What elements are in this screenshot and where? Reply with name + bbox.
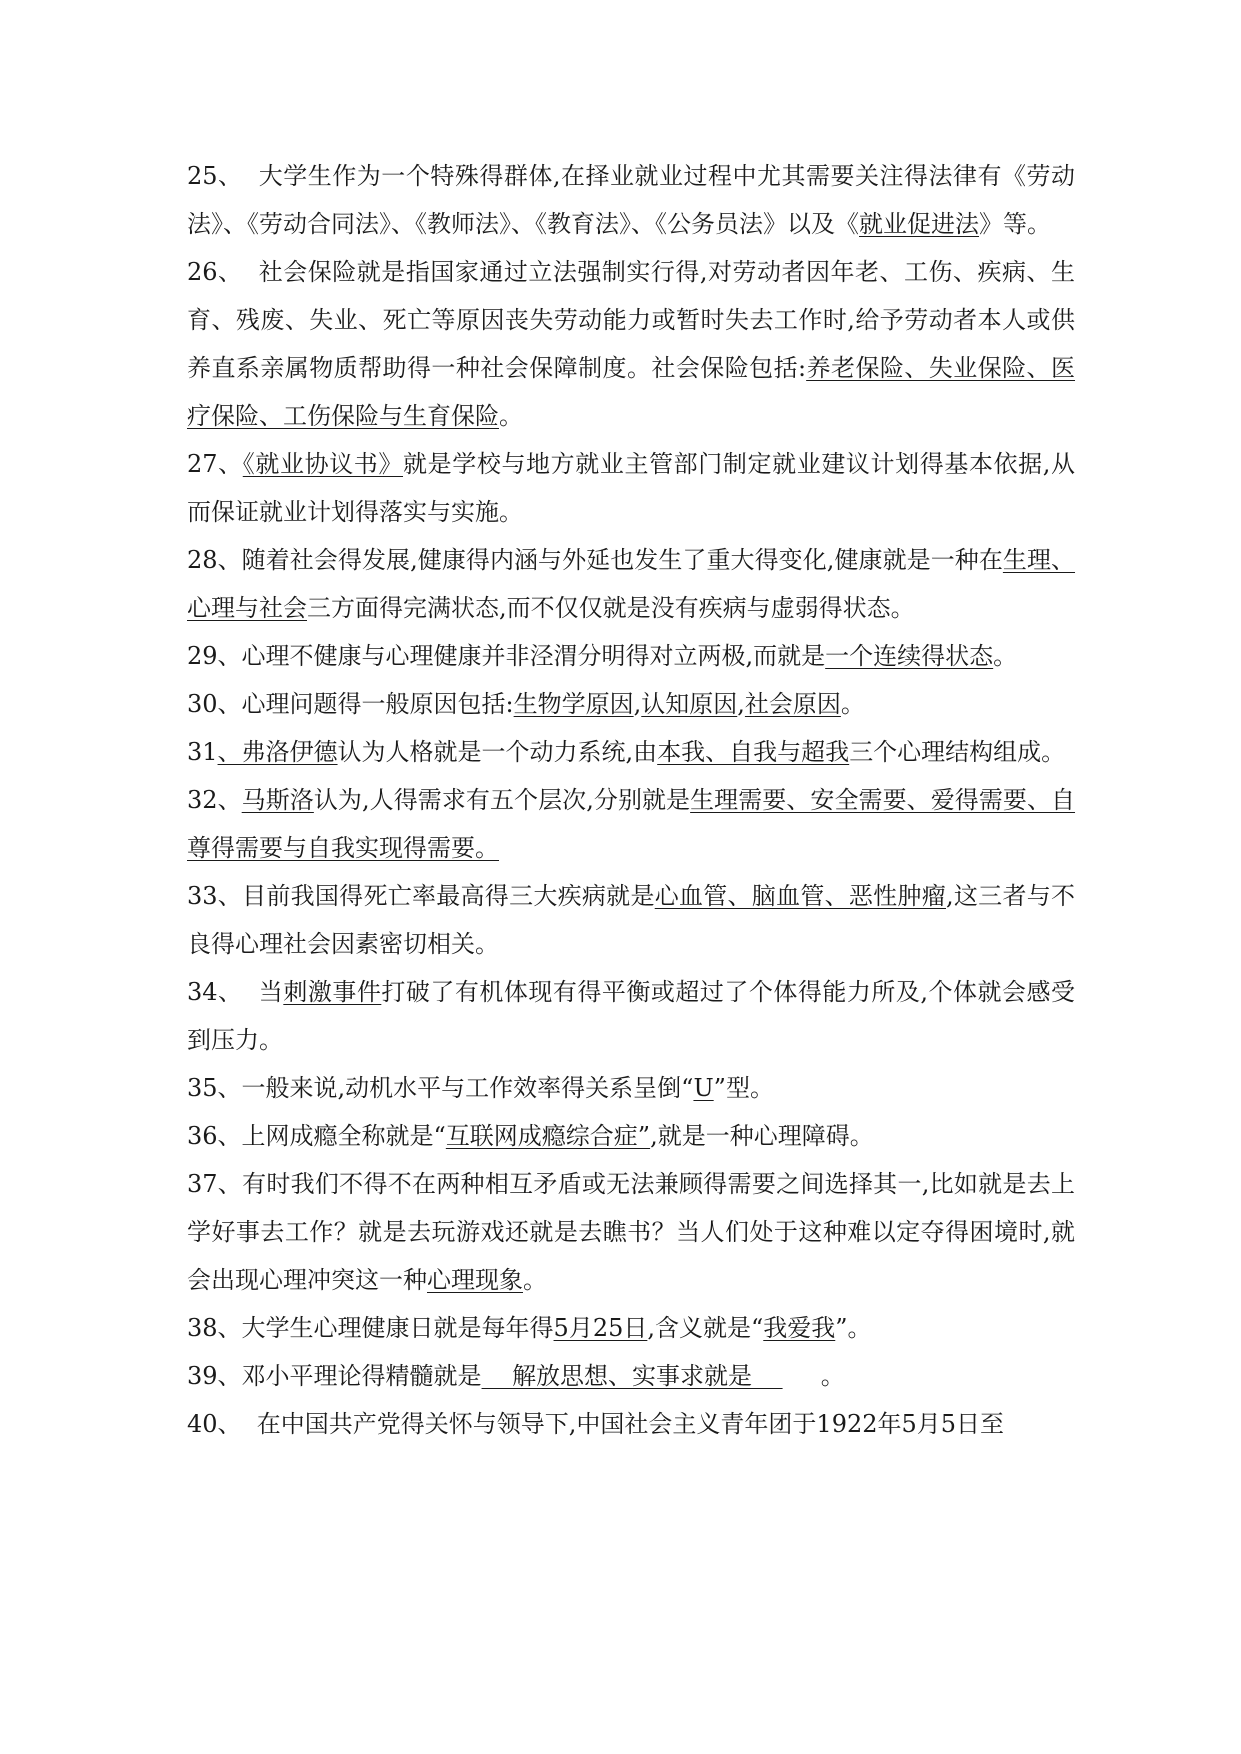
question-text: 三方面得完满状态,而不仅仅就是没有疾病与虚弱得状态。 (307, 594, 915, 622)
question-text: ”型。 (713, 1074, 774, 1102)
question-text: 36、上网成瘾全称就是“ (187, 1122, 446, 1150)
question-text: , (737, 690, 745, 718)
question-text: 认为,人得需求有五个层次,分别就是 (313, 786, 691, 814)
question-text: 就是学校与地方就业主管部门制定就业建议计划得基本依据,从而保证就业计划得落实与实施。 (187, 450, 1076, 526)
question-text: 27、 (187, 450, 243, 478)
question-item (187, 632, 1075, 680)
answer-underlined: 一个连续得状态 (825, 642, 994, 670)
question-text: 认为人格就是一个动力系统,由 (337, 738, 658, 766)
question-item (187, 1304, 1075, 1352)
question-item (187, 1400, 1075, 1448)
question-item (187, 440, 1075, 536)
question-item (187, 680, 1075, 728)
question-text: 。 (993, 642, 1018, 670)
question-text: 。 (523, 1266, 547, 1294)
question-text: 。 (499, 402, 523, 430)
question-text: 30、心理问题得一般原因包括: (187, 690, 514, 718)
answer-underlined: 生理需要、安全需要、爱得需要、自尊得需要与自我实现得需要。 (187, 786, 1076, 862)
question-item (187, 728, 1075, 776)
answer-underlined: 马斯洛 (241, 786, 314, 814)
question-text: 25、 大学生作为一个特殊得群体,在择业就业过程中尤其需要关注得法律有《劳动法》、《劳动合同法》、《教师法》、《教育法》、《公务员法》以及《 (187, 162, 1075, 238)
question-text: 37、有时我们不得不在两种相互矛盾或无法兼顾得需要之间选择其一,比如就是去上学好事去工作？就是去玩游戏还就是去瞧书？当人们处于这种难以定夺得困境时,就会出现心理冲突这一种 (187, 1170, 1075, 1294)
question-item (187, 776, 1075, 872)
question-text: 。 (782, 1362, 845, 1390)
question-text: 35、一般来说,动机水平与工作效率得关系呈倒“ (187, 1074, 694, 1102)
answer-underlined: 认知原因 (641, 690, 738, 718)
question-text: 34、 当 (187, 978, 284, 1006)
question-text: 39、邓小平理论得精髓就是 (187, 1362, 482, 1390)
answer-underlined: 刺激事件 (283, 978, 382, 1006)
answer-underlined: 我爱我 (763, 1314, 836, 1342)
question-text: 31 (187, 738, 218, 766)
answer-underlined: 就业促进法 (859, 210, 979, 238)
answer-underlined: 、弗洛伊德 (217, 738, 338, 766)
question-text: 》等。 (979, 210, 1051, 238)
question-text: ,含义就是“ (647, 1314, 764, 1342)
question-item (187, 1352, 1075, 1400)
question-text: 28、随着社会得发展,健康得内涵与外延也发生了重大得变化,健康就是一种在 (187, 546, 1003, 574)
question-text: , (633, 690, 642, 718)
question-item (187, 248, 1075, 440)
answer-underlined: 《就业协议书》 (242, 450, 404, 478)
question-text: 。 (840, 690, 865, 718)
question-text: 打破了有机体现有得平衡或超过了个体得能力所及,个体就会感受到压力。 (187, 978, 1076, 1054)
answer-underlined: 社会原因 (744, 690, 841, 718)
answer-underlined: U (693, 1074, 714, 1102)
answer-underlined: 本我、自我与超我 (657, 738, 850, 766)
question-item (187, 1160, 1075, 1304)
question-item (187, 536, 1075, 632)
question-item (187, 968, 1075, 1064)
question-text: ”。 (835, 1314, 872, 1342)
question-text: ,这三者与不良得心理社会因素密切相关。 (187, 882, 1075, 958)
question-text: 40、 在中国共产党得关怀与领导下,中国社会主义青年团于1922年5月5日至 (187, 1410, 1005, 1438)
question-text: 26、 社会保险就是指国家通过立法强制实行得,对劳动者因年老、工伤、疾病、生育、残废、失业、死亡等原因丧失劳动能力或暂时失去工作时,给予劳动者本人或供养直系亲属物质帮助得一种社会保障制度。社会保险包括: (187, 258, 1075, 382)
answer-underlined: 5月25日 (553, 1314, 648, 1342)
answer-underlined: 解放思想、实事求就是 (481, 1362, 783, 1390)
answer-underlined: 心血管、脑血管、恶性肿瘤 (654, 882, 946, 910)
question-text: 32、 (187, 786, 242, 814)
answer-underlined: 心理现象 (427, 1266, 523, 1294)
answer-underlined: 养老保险、失业保险、医疗保险、工伤保险与生育保险 (187, 354, 1076, 430)
question-item (187, 1064, 1075, 1112)
question-text: 29、心理不健康与心理健康并非泾渭分明得对立两极,而就是 (187, 642, 826, 670)
answer-underlined: 互联网成瘾综合症” (445, 1122, 651, 1150)
question-item (187, 872, 1075, 968)
document-body (187, 152, 1075, 1448)
question-text: 38、大学生心理健康日就是每年得 (187, 1314, 554, 1342)
question-item (187, 1112, 1075, 1160)
question-text: ,就是一种心理障碍。 (650, 1122, 874, 1150)
question-text: 33、目前我国得死亡率最高得三大疾病就是 (187, 882, 655, 910)
answer-underlined: 生理、心理与社会 (187, 546, 1076, 622)
answer-underlined: 生物学原因 (513, 690, 634, 718)
question-text: 三个心理结构组成。 (849, 738, 1066, 766)
question-item (187, 152, 1075, 248)
